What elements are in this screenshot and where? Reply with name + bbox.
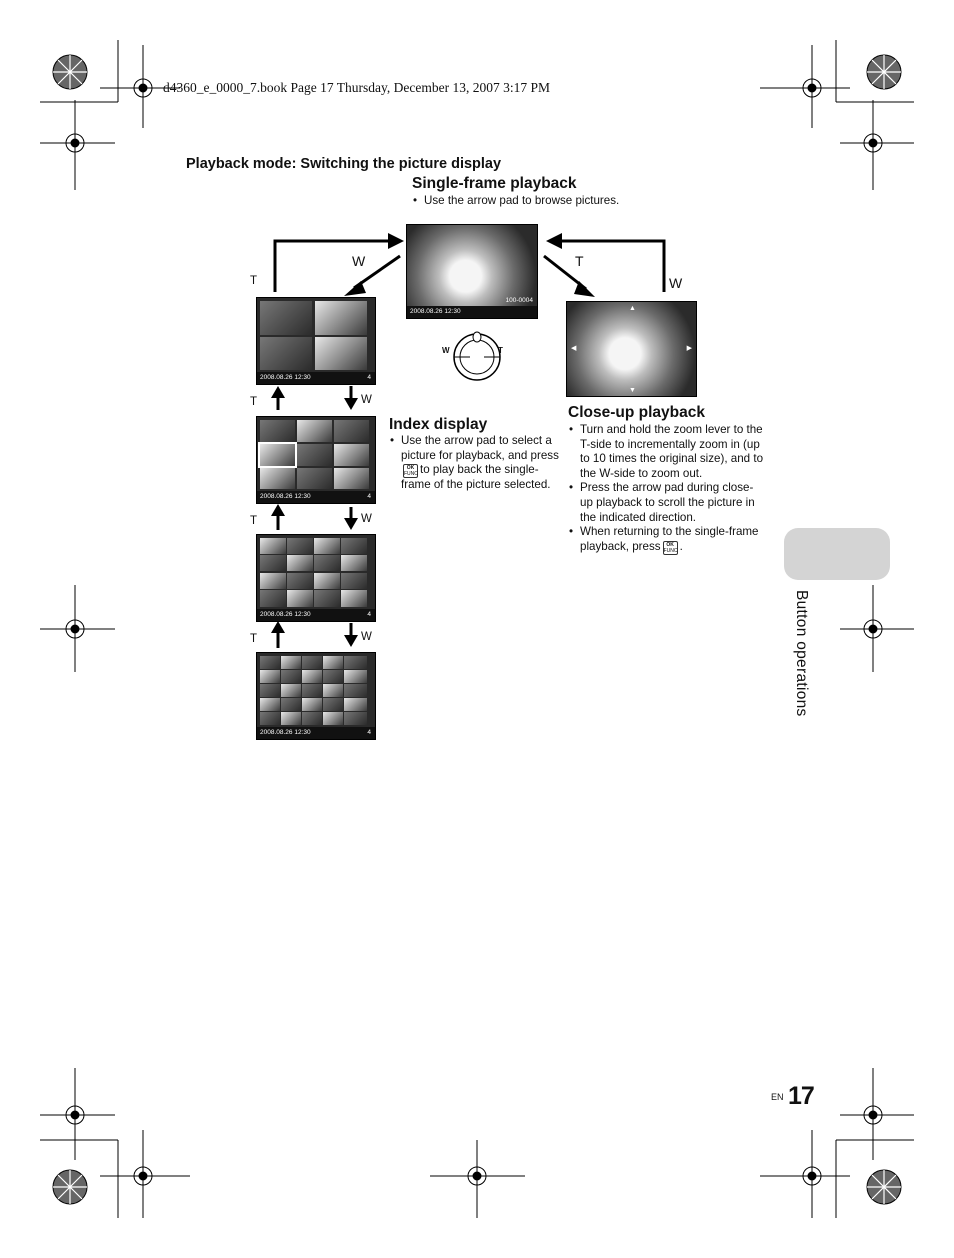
frame-count: 4 (367, 493, 371, 500)
single-frame-title: Single-frame playback (412, 175, 577, 192)
frame-count: 4 (367, 729, 371, 736)
frame-count: 4 (367, 611, 371, 618)
screen-date: 2008.08.26 12:30 (260, 611, 311, 618)
label-t: T (250, 633, 258, 645)
closeup-screen (566, 301, 697, 397)
page-number (771, 1082, 814, 1111)
screen-date: 2008.08.26 12:30 (260, 729, 311, 736)
index-screen-16 (256, 534, 376, 622)
arrow-left-icon: ◀ (571, 345, 577, 352)
arrow-right-icon: ▶ (686, 345, 692, 352)
section-title: Playback mode: Switching the picture display (186, 156, 502, 172)
zoom-lever-t: T (498, 346, 503, 355)
index-screen-25 (256, 652, 376, 740)
zoom-lever-w: W (442, 346, 450, 355)
arrow-up-icon: ▲ (629, 305, 636, 312)
label-w: W (669, 275, 683, 291)
screen-date: 2008.08.26 12:30 (410, 308, 461, 315)
label-t: T (575, 253, 584, 269)
screen-date: 2008.08.26 12:30 (260, 493, 311, 500)
page-number-value: 17 (787, 1082, 814, 1110)
screen-date: 2008.08.26 12:30 (260, 374, 311, 381)
index-display-bullet: • Use the arrow pad to select a picture for playback, and press OK FUNC to play back the single-frame of the picture selected. (389, 434, 561, 493)
side-tab (784, 528, 890, 580)
side-tab-title: Button operations (793, 590, 810, 717)
label-w: W (361, 513, 372, 525)
single-frame-bullet: • Use the arrow pad to browse pictures. (412, 194, 672, 209)
closeup-bullet: • When returning to the single-frame playback, press OK FUNC . (568, 525, 766, 555)
label-t: T (250, 275, 258, 287)
index-display-bullets (389, 434, 561, 493)
page-lang: EN (771, 1092, 784, 1102)
ok-func-key-icon: OK FUNC (404, 465, 418, 478)
file-number: 100-0004 (505, 297, 533, 304)
label-t: T (250, 515, 258, 527)
arrow-down-icon: ▼ (629, 387, 636, 394)
label-w: W (361, 631, 372, 643)
label-t: T (250, 396, 258, 408)
label-w: W (361, 394, 372, 406)
index-screen-4 (256, 297, 376, 385)
single-frame-screen (406, 224, 538, 319)
closeup-bullet: • Press the arrow pad during close-up playback to scroll the picture in the indicated direction. (568, 481, 766, 525)
closeup-bullet: • Turn and hold the zoom lever to the T-side to incrementally zoom in (up to 10 times the original size), and to the W-side to zoom out. (568, 423, 766, 481)
index-display-title: Index display (389, 416, 488, 433)
index-screen-9 (256, 416, 376, 504)
screen-date-bar (407, 306, 537, 318)
label-w: W (352, 253, 366, 269)
frame-count: 4 (367, 374, 371, 381)
book-header-line: d4360_e_0000_7.book Page 17 Thursday, December 13, 2007 3:17 PM (163, 80, 550, 95)
zoom-lever-icon (454, 332, 500, 380)
closeup-bullets (568, 423, 766, 555)
single-frame-bullets (412, 194, 672, 209)
ok-func-key-icon: OK FUNC (663, 541, 678, 554)
closeup-title: Close-up playback (568, 404, 705, 421)
